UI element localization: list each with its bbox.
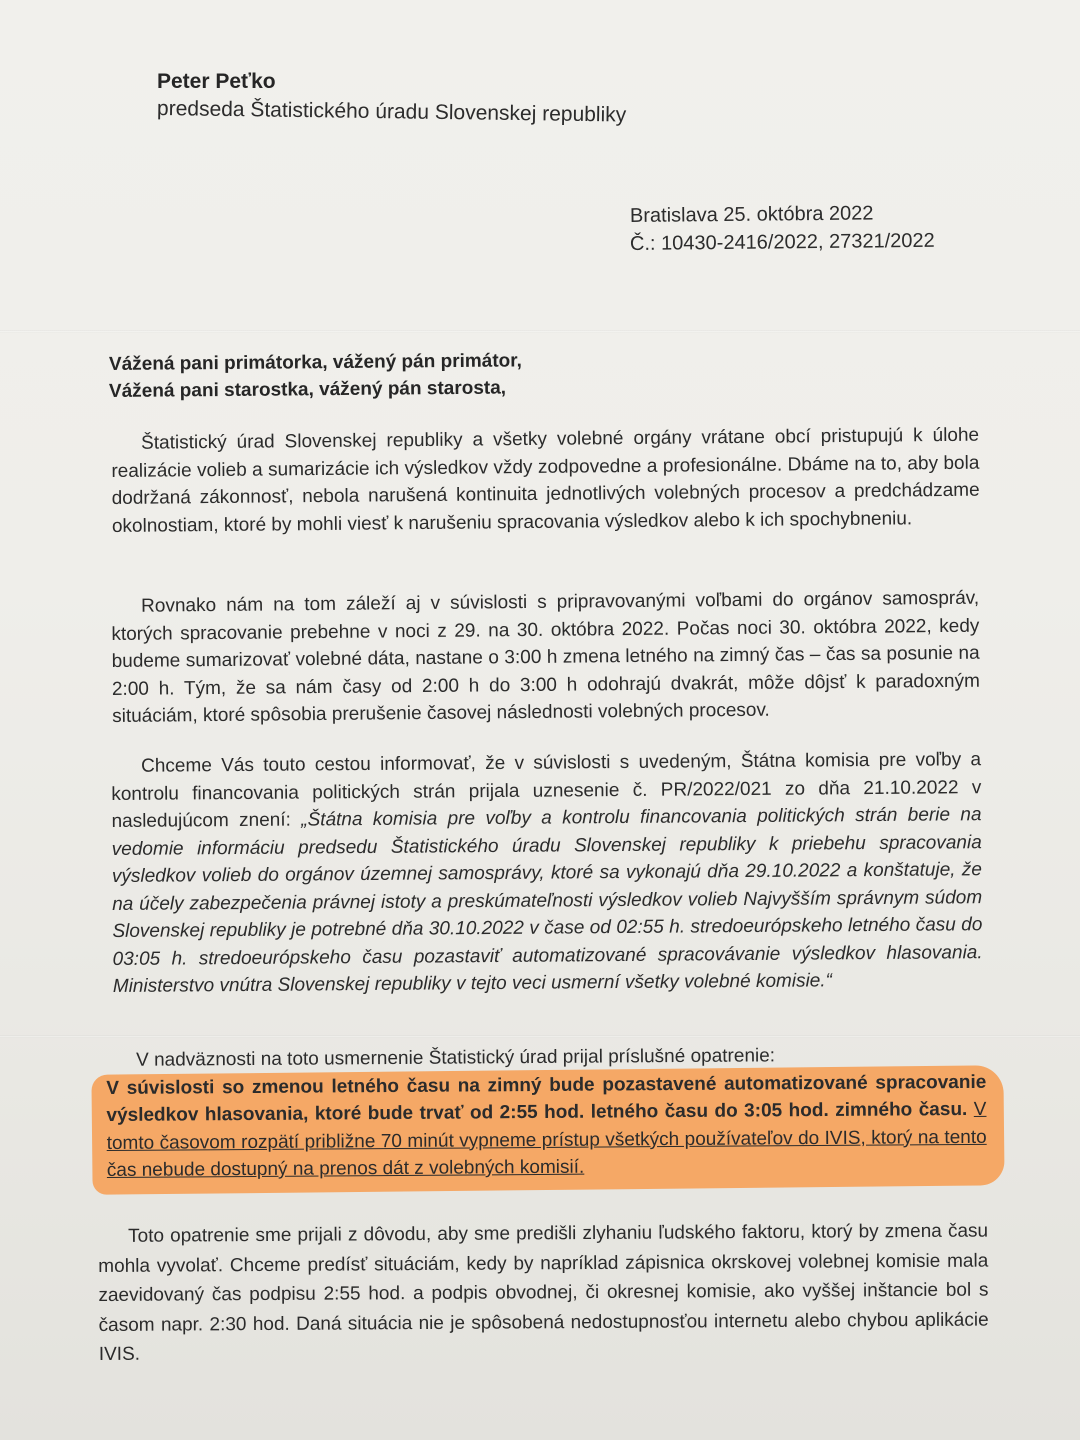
sender-title: predseda Štatistického úradu Slovenskej republiky (156, 97, 627, 127)
sender-name: Peter Peťko (157, 70, 276, 93)
paragraph-1: Štatistický úrad Slovenskej republiky a všetky volebné orgány vrátane obcí pristupujú k úlohe realizácie volieb a sumarizácie ich výsledkov vždy zodpovedne a profesionálne. Dbáme na to, aby bola dodržaná zákonnosť, nebola narušená kontinuita jednotlivých volebných procesov a predchádzame okolnostiam, ktoré by mohli viesť k narušeniu spracovania výsledkov alebo k ich spochybneniu. (111, 424, 980, 537)
paragraph-4-intro: V nadväznosti na toto usmernenie Štatistický úrad prijal príslušné opatrenie: (136, 1045, 776, 1071)
reference-number: Č.: 10430-2416/2022, 27321/2022 (629, 229, 935, 255)
salutation-line-2: Vážená pani starostka, vážený pán starosta, (108, 377, 507, 402)
commission-resolution-quote: „Štátna komisia pre voľby a kontrolu financovania politických strán berie na vedomie informáciu predsedu Štatistického úradu Slovenskej republiky k priebehu spracovania výsledkov volieb do orgánov územnej samosprávy, ktoré sa vykonajú dňa 29.10.2022 a konštatuje, že na účely zabezpečenia právnej istoty a preskúmateľnosti výsledkov volieb Najvyšším správnym súdom Slovenskej republiky je potrebné dňa 30.10.2022 v čase od 02:55 h. stredoeurópskeho letného času do 03:05 h. stredoeurópskeho času pozastaviť automatizované spracovávanie výsledkov hlasovania. Ministerstvo vnútra Slovenskej republiky v tejto veci usmerní všetky volebné komisie.“ (111, 804, 983, 997)
place-date: Bratislava 25. októbra 2022 (629, 202, 874, 227)
ivis-outage-note: V tomto časovom rozpätí približne 70 minút vypneme prístup všetkých používateľov do IVIS, ktorý na tento čas nebude dostupný na prenos dát z volebných komisií. (106, 1098, 987, 1181)
paragraph-4 (106, 1041, 987, 1185)
paragraph-3 (111, 746, 983, 1000)
salutation-line-1: Vážená pani primátorka, vážený pán primátor, (108, 350, 522, 375)
paragraph-3-intro: Chceme Vás touto cestou informovať, že v súvislosti s uvedeným, Štátna komisia pre voľby a kontrolu financovania politických strán prijala uznesenie č. PR/2022/021 zo dňa 21.10.2022 v nasledujúcom znení: (111, 749, 982, 832)
paragraph-5: Toto opatrenie sme prijali z dôvodu, aby sme predišli zlyhaniu ľudského faktoru, ktorý by zmena času mohla vyvolať. Chceme predísť situáciám, kedy by napríklad zápisnica okrskovej volebnej komisie mala zaevidovaný čas podpisu 2:55 hod. a podpis obvodnej, či okresnej komisie, ako vyššej inštancie bol s časom napr. 2:30 hod. Daná situácia nie je spôsobená nedostupnosťou internetu alebo chybou aplikácie IVIS. (98, 1220, 989, 1365)
highlighted-measure-text: V súvislosti so zmenou letného času na zimný bude pozastavené automatizované spracovanie výsledkov hlasovania, ktoré bude trvať od 2:55 hod. letného času do 3:05 hod. zimného času. (106, 1071, 987, 1126)
paragraph-2: Rovnako nám na tom záleží aj v súvislosti s pripravovanými voľbami do orgánov samospráv, ktorých spracovanie prebehne v noci z 29. na 30. októbra 2022. Počas noci 30. októbra 2022, kedy budeme sumarizovať volebné dáta, nastane o 3:00 h zmena letného na zimný čas – čas sa posunie na 2:00 h. Tým, že sa nám časy od 2:00 h do 3:00 h odohrajú dvakrát, môže dôjsť k paradoxným situáciám, ktoré spôsobia prerušenie časovej následnosti volebných procesov. (111, 587, 980, 727)
highlighted-measure (106, 1068, 987, 1184)
